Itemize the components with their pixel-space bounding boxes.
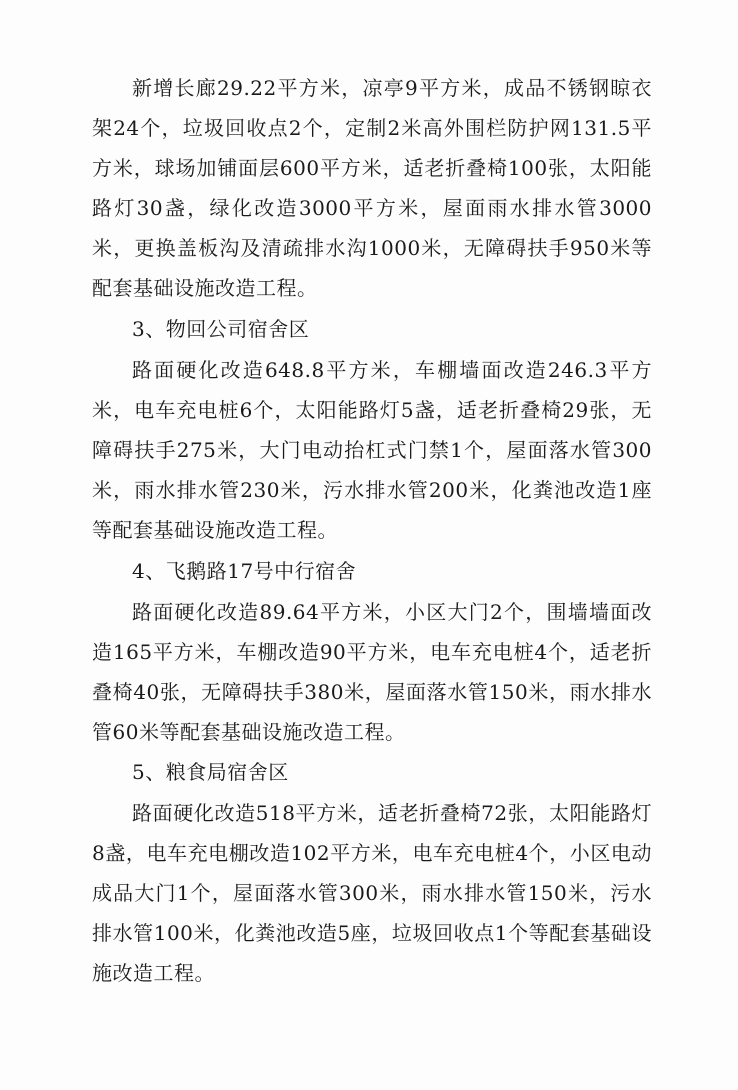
section-body-5	[92, 793, 652, 993]
section-heading-4: 4、飞鹅路17号中行宿舍	[132, 559, 357, 583]
paragraph-text: 路面硬化改造89.64平方米，小区大门2个，围墙墙面改造165平方米，车棚改造90平方米，电车充电桩4个，适老折叠椅40张，无障碍扶手380米，屋面落水管150米，雨水排水管60米等配套基础设施改造工程。	[92, 600, 652, 744]
paragraph-text: 路面硬化改造648.8平方米，车棚墙面改造246.3平方米，电车充电桩6个，太阳能路灯5盏，适老折叠椅29张，无障碍扶手275米，大门电动抬杠式门禁1个，屋面落水管300米，雨水排水管230米，污水排水管200米，化粪池改造1座等配套基础设施改造工程。	[92, 358, 652, 542]
paragraph-continued	[92, 68, 652, 308]
section-heading-3: 3、物回公司宿舍区	[132, 317, 310, 341]
section-body-4	[92, 592, 652, 752]
section-heading-5: 5、粮食局宿舍区	[132, 760, 289, 784]
paragraph-text: 新增长廊29.22平方米，凉亭9平方米，成品不锈钢晾衣架24个，垃圾回收点2个，定制2米高外围栏防护网131.5平方米，球场加铺面层600平方米，适老折叠椅100张，太阳能路灯30盏，绿化改造3000平方米，屋面雨水排水管3000米，更换盖板沟及清疏排水沟1000米，无障碍扶手950米等配套基础设施改造工程。	[92, 76, 652, 300]
paragraph-text: 路面硬化改造518平方米，适老折叠椅72张，太阳能路灯8盏，电车充电棚改造102平方米，电车充电桩4个，小区电动成品大门1个，屋面落水管300米，雨水排水管150米，污水排水管100米，化粪池改造5座，垃圾回收点1个等配套基础设施改造工程。	[92, 801, 652, 985]
section-body-3	[92, 350, 652, 550]
